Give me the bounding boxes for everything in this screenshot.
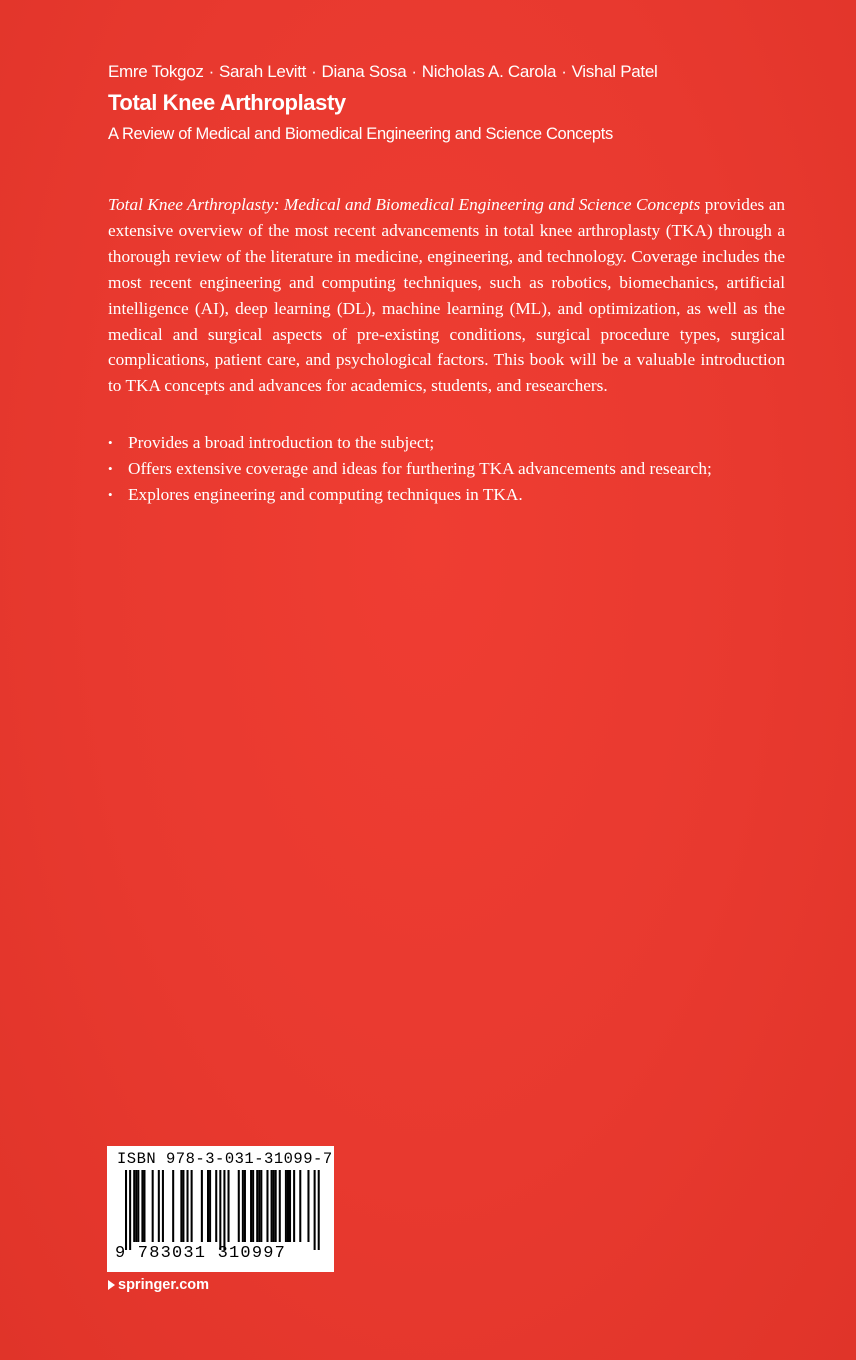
barcode-bar xyxy=(244,1170,246,1242)
barcode-bar xyxy=(242,1170,244,1242)
barcode-bar xyxy=(141,1170,143,1242)
barcode-bar xyxy=(135,1170,137,1242)
barcode-bar xyxy=(201,1170,203,1242)
author-name: Diana Sosa xyxy=(321,62,407,81)
barcode-bar xyxy=(187,1170,189,1242)
author-separator: · xyxy=(311,62,317,81)
author-separator: · xyxy=(208,62,214,81)
barcode-bar xyxy=(307,1170,309,1242)
barcode-bar xyxy=(191,1170,193,1242)
barcode-guard-bar xyxy=(318,1170,320,1250)
author-name: Nicholas A. Carola xyxy=(421,62,557,81)
barcode-bar xyxy=(275,1170,277,1242)
barcode-bar xyxy=(172,1170,174,1242)
feature-text: Provides a broad introduction to the subject; xyxy=(128,433,435,452)
bullet-icon: • xyxy=(108,435,113,450)
barcode-bar xyxy=(182,1170,184,1242)
barcode-bar xyxy=(152,1170,154,1242)
feature-list-item xyxy=(108,456,785,482)
feature-list-item xyxy=(108,482,785,508)
barcode-bar xyxy=(162,1170,164,1242)
feature-list xyxy=(108,430,785,508)
barcode-bar xyxy=(273,1170,275,1242)
barcode-bar xyxy=(209,1170,211,1242)
barcode-guard-bar xyxy=(219,1170,221,1250)
barcode-guard-bar xyxy=(129,1170,131,1250)
feature-list-item xyxy=(108,430,785,456)
barcode-bar xyxy=(137,1170,139,1242)
barcode-guard-bar xyxy=(314,1170,316,1250)
book-subtitle: A Review of Medical and Biomedical Engineering and Science Concepts xyxy=(108,125,613,143)
barcode-bar xyxy=(238,1170,240,1242)
barcode-bar xyxy=(299,1170,301,1242)
book-title: Total Knee Arthroplasty xyxy=(108,90,346,115)
book-description xyxy=(108,192,785,399)
publisher-link[interactable] xyxy=(108,1277,209,1293)
barcode-bar xyxy=(228,1170,230,1242)
author-separator: · xyxy=(561,62,567,81)
barcode-bar xyxy=(252,1170,254,1242)
barcode-bar xyxy=(250,1170,252,1242)
barcode-bar xyxy=(143,1170,145,1242)
bullet-icon: • xyxy=(108,486,113,502)
barcode-bar xyxy=(260,1170,262,1242)
barcode-bar xyxy=(279,1170,281,1242)
author-name: Vishal Patel xyxy=(571,62,658,81)
author-list xyxy=(108,62,657,82)
feature-text: Offers extensive coverage and ideas for furthering TKA advancements and research; xyxy=(128,458,712,478)
bullet-icon: • xyxy=(108,460,113,476)
author-separator: · xyxy=(411,62,417,81)
author-name: Sarah Levitt xyxy=(218,62,307,81)
author-name: Emre Tokgoz xyxy=(108,62,204,81)
barcode-bar xyxy=(289,1170,291,1242)
barcode-bar xyxy=(207,1170,209,1242)
isbn-label: ISBN 978-3-031-31099-7 xyxy=(117,1150,333,1168)
barcode-bar xyxy=(285,1170,287,1242)
barcode-bar xyxy=(287,1170,289,1242)
barcode-bar xyxy=(180,1170,182,1242)
publisher-url: springer.com xyxy=(118,1277,210,1293)
barcode-bar xyxy=(133,1170,135,1242)
description-body: provides an extensive overview of the most recent advancements in total knee arthroplasty (TKA) through a thorough review of the literature in medicine, engineering, and technology. Coverage includes the most recent engineering and computing techniques, such as robotics, biomechanics, artificial intelligence (AI), deep learning (DL), machine learning (ML), and optimization, as well as the medical and surgical aspects of pre-existing conditions, surgical procedure types, surgical complications, patient care, and psychological factors. This book will be a valuable introduction to TKA concepts and advances for academics, students, and researchers. xyxy=(108,195,785,396)
description-italic-title: Total Knee Arthroplasty: Medical and Biomedical Engineering and Science Concepts xyxy=(108,195,701,214)
barcode-digits: 9 783031 310997 xyxy=(115,1244,287,1263)
barcode-guard-bar xyxy=(223,1170,225,1250)
barcode-bar xyxy=(293,1170,295,1242)
barcode-bar xyxy=(215,1170,217,1242)
barcode-bar xyxy=(266,1170,268,1242)
barcode-guard-bar xyxy=(125,1170,127,1250)
barcode-bar xyxy=(258,1170,260,1242)
barcode-bar xyxy=(256,1170,258,1242)
isbn-barcode xyxy=(107,1146,334,1272)
feature-text: Explores engineering and computing techniques in TKA. xyxy=(128,484,523,504)
triangle-right-icon xyxy=(108,1280,115,1290)
barcode-bar xyxy=(271,1170,273,1242)
barcode-bar xyxy=(158,1170,160,1242)
